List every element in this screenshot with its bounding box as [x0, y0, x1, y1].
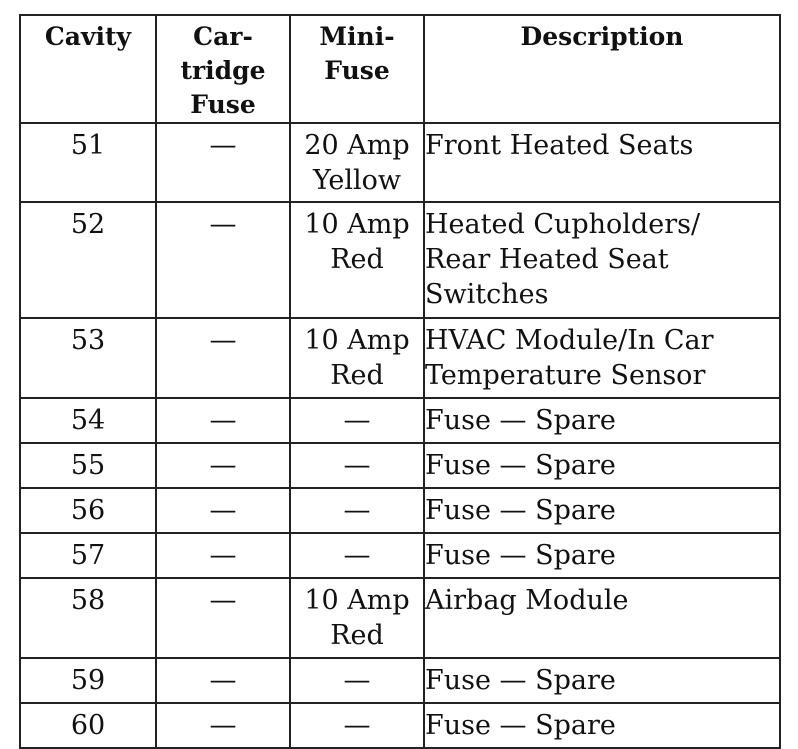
- cavity-cell: 60: [20, 703, 156, 748]
- table-row: [20, 123, 780, 202]
- mini-fuse-line: —: [343, 710, 371, 741]
- description-line: Fuse — Spare: [425, 450, 616, 481]
- description-line: Fuse — Spare: [425, 495, 616, 526]
- description-cell: [424, 443, 780, 488]
- mini-fuse-line: Red: [330, 620, 384, 651]
- description-cell: [424, 398, 780, 443]
- table-row: [20, 202, 780, 318]
- cartridge-fuse-cell: —: [156, 318, 290, 398]
- description-line: Front Heated Seats: [425, 130, 694, 161]
- description-cell: [424, 123, 780, 202]
- description-line: HVAC Module/In Car: [425, 325, 714, 356]
- header-cavity: [20, 15, 156, 123]
- fuse-table: [19, 14, 781, 749]
- description-cell: [424, 202, 780, 318]
- description-line: Switches: [425, 279, 549, 310]
- cavity-cell: 51: [20, 123, 156, 202]
- table-row: [20, 398, 780, 443]
- mini-fuse-cell: [290, 488, 424, 533]
- mini-fuse-line: —: [343, 665, 371, 696]
- description-line: Rear Heated Seat: [425, 244, 669, 275]
- header-mini-fuse: [290, 15, 424, 123]
- cartridge-fuse-cell: —: [156, 578, 290, 658]
- cartridge-fuse-cell: —: [156, 658, 290, 703]
- mini-fuse-line: 10 Amp: [304, 585, 410, 616]
- header-cartridge-line: Car-: [193, 22, 253, 51]
- description-cell: [424, 533, 780, 578]
- mini-fuse-cell: [290, 703, 424, 748]
- description-line: Fuse — Spare: [425, 540, 616, 571]
- mini-fuse-line: Red: [330, 360, 384, 391]
- table-body: [20, 123, 780, 748]
- table-row: [20, 578, 780, 658]
- mini-fuse-cell: [290, 578, 424, 658]
- mini-fuse-cell: [290, 398, 424, 443]
- mini-fuse-cell: [290, 318, 424, 398]
- description-line: Fuse — Spare: [425, 405, 616, 436]
- cavity-cell: 53: [20, 318, 156, 398]
- header-cavity-line: Cavity: [44, 22, 132, 51]
- cartridge-fuse-cell: —: [156, 533, 290, 578]
- mini-fuse-cell: [290, 658, 424, 703]
- description-line: Fuse — Spare: [425, 665, 616, 696]
- header-description: [424, 15, 780, 123]
- description-line: Heated Cupholders/: [425, 209, 701, 240]
- mini-fuse-cell: [290, 202, 424, 318]
- cartridge-fuse-cell: —: [156, 703, 290, 748]
- cavity-cell: 57: [20, 533, 156, 578]
- table-row: [20, 318, 780, 398]
- table-row: [20, 443, 780, 488]
- cavity-cell: 55: [20, 443, 156, 488]
- header-cartridge-line: Fuse: [190, 90, 256, 119]
- header-description-line: Description: [520, 22, 684, 51]
- description-cell: [424, 318, 780, 398]
- header-mini-line: Fuse: [324, 56, 390, 85]
- mini-fuse-line: Red: [330, 244, 384, 275]
- table-row: [20, 658, 780, 703]
- cavity-cell: 54: [20, 398, 156, 443]
- cavity-cell: 58: [20, 578, 156, 658]
- mini-fuse-line: —: [343, 405, 371, 436]
- mini-fuse-cell: [290, 443, 424, 488]
- cartridge-fuse-cell: —: [156, 202, 290, 318]
- cavity-cell: 56: [20, 488, 156, 533]
- mini-fuse-line: —: [343, 450, 371, 481]
- cartridge-fuse-cell: —: [156, 398, 290, 443]
- description-line: Temperature Sensor: [425, 360, 706, 391]
- cartridge-fuse-cell: —: [156, 443, 290, 488]
- table-row: [20, 533, 780, 578]
- mini-fuse-line: Yellow: [312, 165, 402, 196]
- description-line: Airbag Module: [425, 585, 629, 616]
- header-cartridge-line: tridge: [180, 56, 266, 85]
- cartridge-fuse-cell: —: [156, 488, 290, 533]
- description-line: Fuse — Spare: [425, 710, 616, 741]
- mini-fuse-line: 10 Amp: [304, 209, 410, 240]
- description-cell: [424, 578, 780, 658]
- description-cell: [424, 658, 780, 703]
- table-row: [20, 703, 780, 748]
- table-header: [20, 15, 780, 123]
- mini-fuse-line: 20 Amp: [304, 130, 410, 161]
- cartridge-fuse-cell: —: [156, 123, 290, 202]
- mini-fuse-line: 10 Amp: [304, 325, 410, 356]
- header-row: [20, 15, 780, 123]
- header-mini-line: Mini-: [319, 22, 395, 51]
- cavity-cell: 52: [20, 202, 156, 318]
- description-cell: [424, 703, 780, 748]
- header-cartridge-fuse: [156, 15, 290, 123]
- cavity-cell: 59: [20, 658, 156, 703]
- table-row: [20, 488, 780, 533]
- description-cell: [424, 488, 780, 533]
- mini-fuse-line: —: [343, 540, 371, 571]
- mini-fuse-cell: [290, 533, 424, 578]
- mini-fuse-line: —: [343, 495, 371, 526]
- mini-fuse-cell: [290, 123, 424, 202]
